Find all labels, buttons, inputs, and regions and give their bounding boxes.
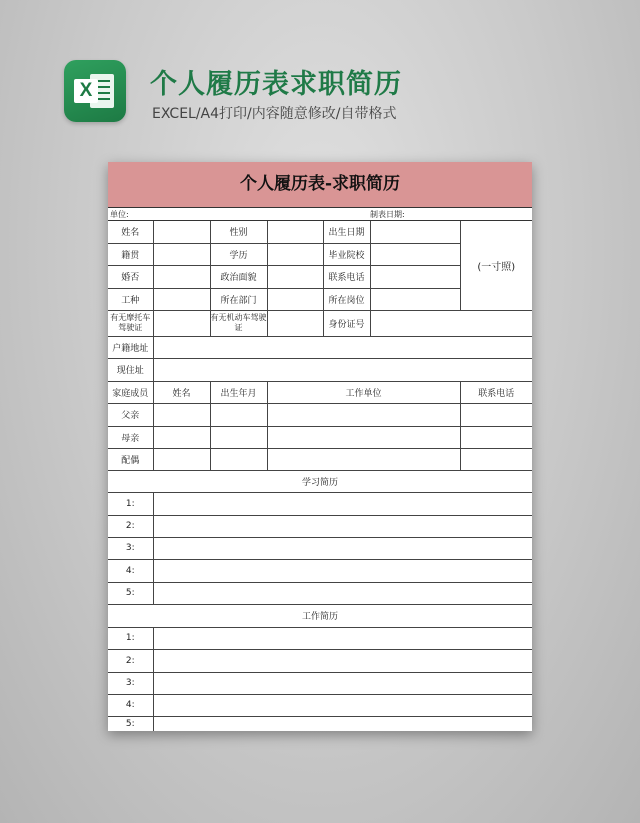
label-school: 毕业院校 [323,243,370,265]
label-native: 籍贯 [108,243,153,265]
label-id-number: 身份证号 [323,310,370,336]
family-member-mother: 母亲 [108,426,153,448]
label-birth-date: 出生日期 [323,221,370,243]
excel-letter-icon: X [74,79,98,103]
value-hukou-address[interactable] [153,336,532,358]
label-marital: 婚否 [108,265,153,288]
study-row-number: 1: [108,492,153,515]
value-id-number[interactable] [370,310,532,336]
label-political: 政治面貌 [210,265,267,288]
study-row-value[interactable] [153,492,532,515]
family-cell[interactable] [210,448,267,470]
basic-row-5 [108,310,532,336]
value-birth-date[interactable] [370,221,460,243]
study-row [108,492,532,515]
study-row-value[interactable] [153,537,532,559]
label-job-type: 工种 [108,288,153,310]
study-row [108,537,532,559]
value-name[interactable] [153,221,210,243]
label-position: 所在岗位 [323,288,370,310]
label-department: 所在部门 [210,288,267,310]
value-political[interactable] [267,265,323,288]
work-row [108,716,532,731]
label-hukou-address: 户籍地址 [108,336,153,358]
study-row [108,582,532,604]
work-row [108,694,532,716]
family-header-employer: 工作单位 [267,381,460,403]
family-header-phone: 联系电话 [460,381,532,403]
study-row [108,559,532,582]
work-row-number: 3: [108,672,153,694]
meta-row [108,208,532,221]
value-car-license[interactable] [267,310,323,336]
value-position[interactable] [370,288,460,310]
study-row-number: 3: [108,537,153,559]
label-gender: 性别 [210,221,267,243]
excel-app-icon [64,60,126,122]
study-section-title: 学习简历 [108,470,532,492]
hukou-row [108,336,532,358]
label-name: 姓名 [108,221,153,243]
value-gender[interactable] [267,221,323,243]
value-marital[interactable] [153,265,210,288]
value-school[interactable] [370,243,460,265]
value-education[interactable] [267,243,323,265]
work-row-number: 4: [108,694,153,716]
family-cell[interactable] [460,426,532,448]
family-cell[interactable] [153,403,210,426]
label-car-license: 有无机动车驾驶证 [210,310,267,336]
value-native[interactable] [153,243,210,265]
value-department[interactable] [267,288,323,310]
family-cell[interactable] [153,426,210,448]
family-cell[interactable] [267,448,460,470]
value-phone[interactable] [370,265,460,288]
family-row [108,426,532,448]
family-cell[interactable] [210,403,267,426]
value-job-type[interactable] [153,288,210,310]
work-row-value[interactable] [153,716,532,731]
family-cell[interactable] [267,403,460,426]
family-cell[interactable] [210,426,267,448]
work-row-number: 1: [108,627,153,649]
family-header-row [108,381,532,403]
family-row [108,448,532,470]
label-current-address: 现住址 [108,358,153,381]
label-education: 学历 [210,243,267,265]
family-cell[interactable] [267,426,460,448]
study-section-row [108,470,532,492]
page-title: 个人履历表求职简历 [150,69,402,100]
label-moto-license: 有无摩托车驾驶证 [108,310,153,336]
work-row-value[interactable] [153,672,532,694]
work-row [108,672,532,694]
family-cell[interactable] [460,448,532,470]
work-row-number: 5: [108,716,153,731]
value-current-address[interactable] [153,358,532,381]
family-cell[interactable] [460,403,532,426]
family-cell[interactable] [153,448,210,470]
family-row [108,403,532,426]
work-row-value[interactable] [153,694,532,716]
work-row-number: 2: [108,649,153,672]
family-member-father: 父亲 [108,403,153,426]
document-title: 个人履历表-求职简历 [108,162,532,208]
resume-table [108,221,532,731]
label-phone: 联系电话 [323,265,370,288]
family-member-spouse: 配偶 [108,448,153,470]
basic-row-1 [108,221,532,243]
work-row [108,649,532,672]
work-section-row [108,604,532,627]
study-row [108,515,532,537]
current-address-row [108,358,532,381]
family-header-birth: 出生年月 [210,381,267,403]
work-row-value[interactable] [153,627,532,649]
work-row [108,627,532,649]
study-row-number: 4: [108,559,153,582]
work-section-title: 工作简历 [108,604,532,627]
page-subtitle: EXCEL/A4打印/内容随意修改/自带格式 [152,106,397,122]
study-row-value[interactable] [153,515,532,537]
unit-label: 单位: [110,210,129,219]
resume-document [108,162,532,731]
date-label: 制表日期: [370,210,405,219]
family-header-name: 姓名 [153,381,210,403]
photo-cell: (一寸照) [460,221,532,310]
study-row-number: 2: [108,515,153,537]
work-row-value[interactable] [153,649,532,672]
value-moto-license[interactable] [153,310,210,336]
study-row-value[interactable] [153,582,532,604]
study-row-value[interactable] [153,559,532,582]
family-header-member: 家庭成员 [108,381,153,403]
study-row-number: 5: [108,582,153,604]
